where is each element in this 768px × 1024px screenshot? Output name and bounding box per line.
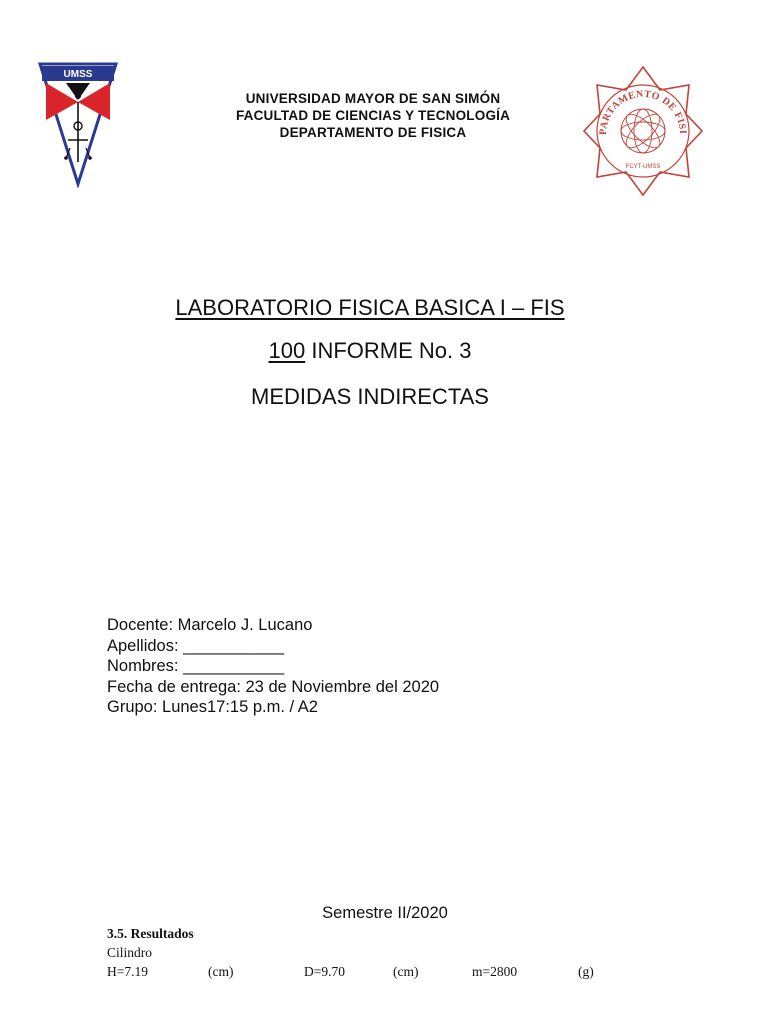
course-code: 100 (268, 338, 306, 363)
umss-logo (38, 62, 118, 188)
height-unit: (cm) (208, 964, 234, 979)
nombres-line: Nombres: ___________ (107, 657, 285, 675)
apellidos-line: Apellidos: ___________ (107, 636, 285, 655)
department-seal-bottom-text: FCYT-UMSS (625, 164, 661, 170)
report-title-line-2 (0, 338, 740, 364)
course-title: LABORATORIO FISICA BASICA I – FIS (175, 295, 565, 320)
university-header (190, 90, 556, 141)
mass-value: m=2800 (472, 964, 518, 979)
docente-line: Docente: Marcelo J. Lucano (107, 616, 313, 634)
department-seal-text: PARTAMENTO DE FISI (597, 88, 689, 136)
report-info-block (107, 615, 439, 718)
results-subheading: Cilindro (107, 945, 153, 960)
report-subject (0, 384, 740, 410)
results-heading: 3.5. Resultados (107, 926, 194, 941)
semester-label: Semestre II/2020 (322, 904, 448, 922)
report-subject-text: MEDIDAS INDIRECTAS (251, 384, 489, 409)
report-title-line-1 (0, 295, 740, 321)
department-name: DEPARTAMENTO DE FISICA (279, 125, 467, 140)
results-section (107, 924, 727, 981)
department-seal-logo (582, 64, 704, 198)
height-value: H=7.19 (107, 964, 148, 979)
university-name: UNIVERSIDAD MAYOR DE SAN SIMÓN (245, 91, 501, 106)
umss-logo-text: UMSS (63, 69, 93, 80)
mass-unit: (g) (578, 964, 594, 979)
fecha-line: Fecha de entrega: 23 de Noviembre del 2020 (107, 677, 440, 696)
report-number: INFORME No. 3 (305, 338, 472, 363)
results-values-row (107, 962, 727, 981)
diameter-unit: (cm) (393, 964, 419, 979)
grupo-line: Grupo: Lunes17:15 p.m. / A2 (107, 698, 318, 716)
faculty-name: FACULTAD DE CIENCIAS Y TECNOLOGÍA (235, 108, 511, 123)
diameter-value: D=9.70 (304, 964, 345, 979)
